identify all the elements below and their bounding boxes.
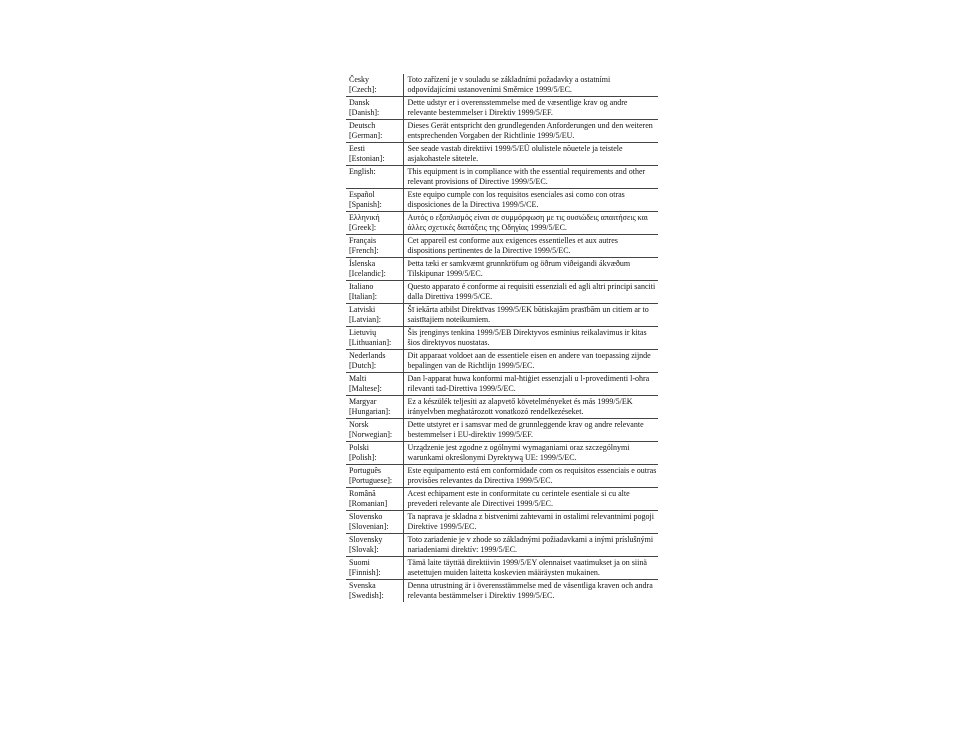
- declaration-text: Dette utstyret er i samsvar med de grunnleggende krav og andre relevante bestemmelser i EU-direktiv 1999/5/EF.: [403, 419, 658, 442]
- language-cell: [346, 258, 403, 281]
- table-row: [346, 304, 658, 327]
- declaration-text: See seade vastab direktiivi 1999/5/EÜ olulistele nõuetele ja teistele asjakohastele sätetele.: [403, 143, 658, 166]
- language-code: [Slovak]:: [349, 545, 379, 554]
- table-row: [346, 189, 658, 212]
- table-row: [346, 488, 658, 511]
- language-name: Polski: [349, 443, 370, 452]
- language-cell: [346, 396, 403, 419]
- language-code: [Italian]:: [349, 292, 377, 301]
- table-row: [346, 511, 658, 534]
- language-code: [Romanian]: [349, 499, 388, 508]
- language-cell: [346, 74, 403, 97]
- declaration-text: Toto zariadenie je v zhode so základnými požiadavkami a inými príslušnými nariadeniami direktív: 1999/5/EC.: [403, 534, 658, 557]
- language-code: [Dutch]:: [349, 361, 377, 370]
- table-row: [346, 534, 658, 557]
- declaration-text: Αυτός ο εξοπλισμός είναι σε συμμόρφωση με τις ουσιώδεις απαιτήσεις και άλλες σχετικές διατάξεις της Οδηγίας 1999/5/EC.: [403, 212, 658, 235]
- language-name: English:: [349, 167, 376, 176]
- language-name: Margyar: [349, 397, 377, 406]
- language-cell: [346, 304, 403, 327]
- declaration-text: Este equipo cumple con los requisitos esenciales asi como con otras disposiciones de la Directiva 1999/5/CE.: [403, 189, 658, 212]
- language-cell: [346, 557, 403, 580]
- language-name: Česky: [349, 75, 369, 84]
- table-row: [346, 235, 658, 258]
- declaration-text: Þetta tæki er samkvæmt grunnkröfum og öðrum viðeigandi ákvæðum Tilskipunar 1999/5/EC.: [403, 258, 658, 281]
- language-code: [Danish]:: [349, 108, 380, 117]
- language-name: Suomi: [349, 558, 370, 567]
- language-cell: [346, 189, 403, 212]
- language-cell: [346, 350, 403, 373]
- declaration-text: Denna utrustning är i överensstämmelse med de väsentliga kraven och andra relevanta bestämmelser i Direktiv 1999/5/EC.: [407, 581, 653, 600]
- language-name: Italiano: [349, 282, 374, 291]
- language-name: Svenska: [349, 581, 376, 590]
- language-name: Lietuvių: [349, 328, 377, 337]
- declaration-text: Dieses Gerät entspricht den grundlegenden Anforderungen und den weiteren entsprechenden Vorgaben der Richtlinie 1999/5/EU.: [403, 120, 658, 143]
- language-cell: [346, 143, 403, 166]
- table-row: [346, 281, 658, 304]
- language-name: Íslenska: [349, 259, 376, 268]
- declaration-text: Questo apparato é conforme ai requisiti essenziali ed agli altri principi sanciti dalla Direttiva 1999/5/CE.: [403, 281, 658, 304]
- language-name: Dansk: [349, 98, 370, 107]
- declaration-text: Tämä laite täyttää direktiivin 1999/5/EY olennaiset vaatimukset ja on siinä asetettujen muiden laitetta koskevien määräysten mukainen.: [403, 557, 658, 580]
- language-name: Latviski: [349, 305, 376, 314]
- declaration-text: This equipment is in compliance with the essential requirements and other relevant provisions of Directive 1999/5/EC.: [403, 166, 658, 189]
- declaration-text: Ez a készülék teljesíti az alapvető követelményeket és más 1999/5/EK irányelvben meghatározott vonatkozó rendelkezéseket.: [403, 396, 658, 419]
- language-cell: [346, 373, 403, 396]
- language-name: Eesti: [349, 144, 365, 153]
- language-code: [Finnish]:: [349, 568, 381, 577]
- language-cell: [346, 166, 403, 189]
- language-code: [Polish]:: [349, 453, 377, 462]
- language-cell: [346, 281, 403, 304]
- language-name: Português: [349, 466, 381, 475]
- table-row: [346, 419, 658, 442]
- language-cell: [346, 235, 403, 258]
- language-name: Deutsch: [349, 121, 376, 130]
- language-name: Ελληνική: [349, 213, 380, 222]
- declaration-text: Dit apparaat voldoet aan de essentiele eisen en andere van toepassing zijnde bepalingen van de Richtlijn 1999/5/EC.: [403, 350, 658, 373]
- language-cell: [346, 511, 403, 534]
- language-cell: [346, 580, 403, 603]
- table-row: [346, 580, 658, 603]
- language-code: [Maltese]:: [349, 384, 382, 393]
- language-name: Norsk: [349, 420, 369, 429]
- table-row: [346, 74, 658, 97]
- language-code: [Lithuanian]:: [349, 338, 392, 347]
- declaration-text: Este equipamento está em conformidade com os requisitos essenciais e outras provisões relevantes da Directiva 1999/5/EC.: [403, 465, 658, 488]
- language-cell: [346, 212, 403, 235]
- declaration-text: Šī iekārta atbilst Direktīvas 1999/5/EK būtiskajām prasībām un citiem ar to saistītajiem noteikumiem.: [403, 304, 658, 327]
- declaration-text: Cet appareil est conforme aux exigences essentielles et aux autres dispositions pertinentes de la Directive 1999/5/EC.: [403, 235, 658, 258]
- table-row: [346, 258, 658, 281]
- declaration-text: Urządzenie jest zgodne z ogólnymi wymaganiami oraz szczególnymi warunkami określonymi Dyrektywą UE: 1999/5/EC.: [403, 442, 658, 465]
- language-name: Slovensky: [349, 535, 383, 544]
- language-code: [Portuguese]:: [349, 476, 393, 485]
- language-name: Română: [349, 489, 376, 498]
- language-code: [Czech]:: [349, 85, 377, 94]
- table-row: [346, 97, 658, 120]
- table-row: [346, 143, 658, 166]
- language-code: [French]:: [349, 246, 379, 255]
- language-cell: [346, 488, 403, 511]
- table-row: [346, 373, 658, 396]
- language-code: [Swedish]:: [349, 591, 384, 600]
- language-code: [German]:: [349, 131, 383, 140]
- declaration-text: Dette udstyr er i overensstemmelse med de væsentlige krav og andre relevante bestemmelser i Direktiv 1999/5/EF.: [403, 97, 658, 120]
- language-code: [Icelandic]:: [349, 269, 386, 278]
- language-cell: [346, 419, 403, 442]
- declaration-text: Šis įrenginys tenkina 1999/5/EB Direktyvos esminius reikalavimus ir kitas šios direktyvos nuostatas.: [403, 327, 658, 350]
- table-row: [346, 350, 658, 373]
- language-code: [Hungarian]:: [349, 407, 391, 416]
- declaration-text: Toto zařízení je v souladu se základními požadavky a ostatními odpovídajícími ustanoveními Směrnice 1999/5/EC.: [403, 74, 658, 97]
- language-code: [Norwegian]:: [349, 430, 393, 439]
- declaration-text: Dan l-apparat huwa konformi mal-ħtiġiet essenzjali u l-provedimenti l-oħra rilevanti tad-Direttiva 1999/5/EC.: [403, 373, 658, 396]
- table-row: [346, 327, 658, 350]
- language-name: Malti: [349, 374, 367, 383]
- table-row: [346, 442, 658, 465]
- compliance-table-body: [346, 74, 658, 602]
- language-cell: [346, 97, 403, 120]
- declaration-text: Ta naprava je skladna z bistvenimi zahtevami in ostalimi relevantnimi pogoji Direktive 1999/5/EC.: [403, 511, 658, 534]
- language-cell: [346, 120, 403, 143]
- language-cell: [346, 442, 403, 465]
- language-code: [Latvian]:: [349, 315, 381, 324]
- language-name: Slovensko: [349, 512, 383, 521]
- table-row: [346, 396, 658, 419]
- language-code: [Spanish]:: [349, 200, 382, 209]
- language-name: Français: [349, 236, 377, 245]
- table-row: [346, 465, 658, 488]
- language-cell: [346, 327, 403, 350]
- table-row: [346, 166, 658, 189]
- table-row: [346, 120, 658, 143]
- language-code: [Slovenian]:: [349, 522, 389, 531]
- compliance-table: [346, 74, 658, 602]
- language-code: [Greek]:: [349, 223, 377, 232]
- language-cell: [346, 534, 403, 557]
- language-name: Nederlands: [349, 351, 386, 360]
- table-row: [346, 212, 658, 235]
- table-row: [346, 557, 658, 580]
- language-code: [Estonian]:: [349, 154, 385, 163]
- declaration-text: Acest echipament este in conformitate cu cerintele esentiale si cu alte prevederi relevante ale Directivei 1999/5/EC.: [403, 488, 658, 511]
- language-name: Español: [349, 190, 375, 199]
- language-cell: [346, 465, 403, 488]
